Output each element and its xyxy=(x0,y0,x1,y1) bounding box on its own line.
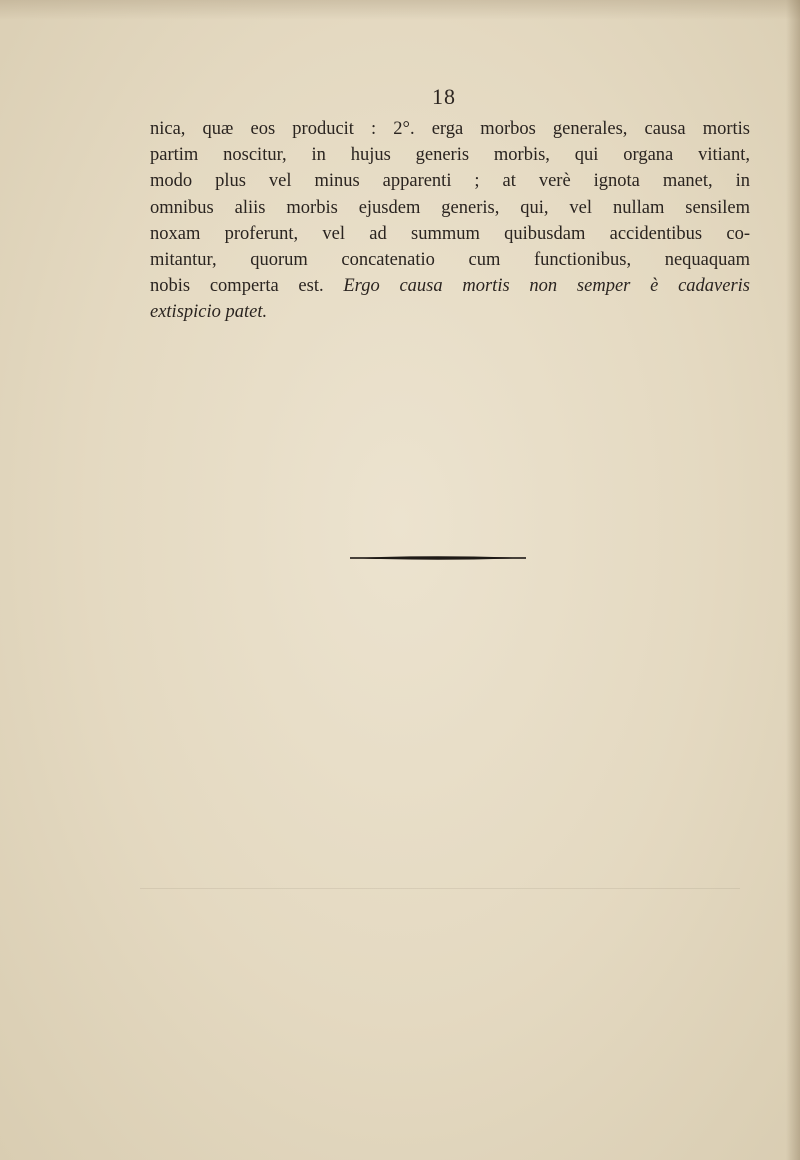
page-number: 18 xyxy=(432,84,456,109)
text-line-7-roman: nobis comperta est. xyxy=(150,276,324,297)
ornamental-divider xyxy=(348,554,528,562)
text-line-3: modo plus vel minus apparenti ; at verè ignota manet, in xyxy=(150,171,750,192)
bleed-through-rule xyxy=(140,888,740,889)
italic-sentence-part2: extispicio patet. xyxy=(150,302,268,323)
page-right-edge-shadow xyxy=(786,0,800,1160)
italic-sentence-part1: Ergo causa mortis non semper è cadaveris xyxy=(343,276,751,297)
text-line-7 xyxy=(150,273,750,299)
text-line-5: noxam proferunt, vel ad summum quibusdam accidentibus co- xyxy=(150,223,750,244)
text-line-4: omnibus aliis morbis ejusdem generis, qui, vel nullam sensilem xyxy=(150,197,750,218)
body-text xyxy=(150,116,750,326)
text-line-6: mitantur, quorum concatenatio cum functionibus, nequaquam xyxy=(150,250,750,271)
page-top-shadow xyxy=(0,0,800,20)
text-line-1: nica, quæ eos producit : 2°. erga morbos generales, causa mortis xyxy=(150,119,750,139)
text-line-2: partim noscitur, in hujus generis morbis, qui organa vitiant, xyxy=(150,145,750,166)
